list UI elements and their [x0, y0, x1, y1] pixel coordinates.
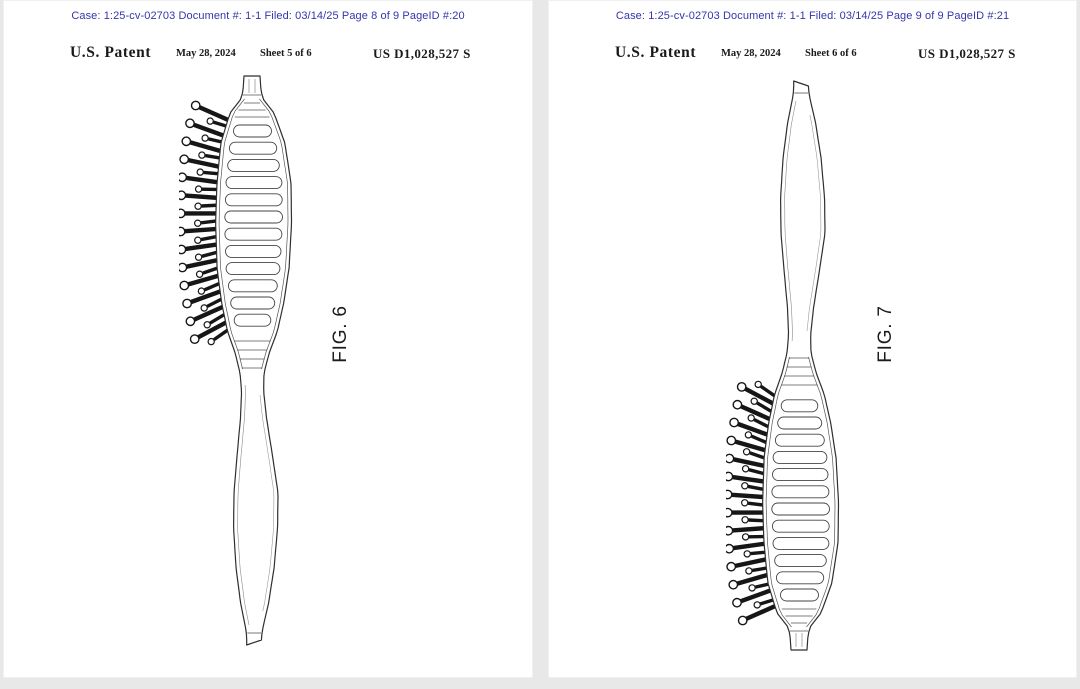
case-header: Case: 1:25-cv-02703 Document #: 1-1 Filed: 03/14/25 Page 8 of 9 PageID #:20: [71, 10, 465, 22]
patent-date: May 28, 2024: [176, 48, 236, 59]
patent-number: US D1,028,527 S: [373, 46, 471, 61]
patent-number: US D1,028,527 S: [918, 46, 1016, 61]
us-patent-label: U.S. Patent: [70, 44, 152, 61]
patent-page-sheet5: [3, 0, 533, 678]
fig6-hairbrush-drawing: [179, 73, 299, 653]
us-patent-label: U.S. Patent: [615, 44, 697, 61]
patent-header-row: [4, 1, 532, 71]
patent-header-row: [549, 1, 1076, 71]
figure-label-fig7: FIG. 7: [875, 305, 896, 363]
patent-page-sheet6: [548, 0, 1077, 678]
sheet-number: Sheet 6 of 6: [805, 48, 857, 59]
case-header: Case: 1:25-cv-02703 Document #: 1-1 Filed: 03/14/25 Page 9 of 9 PageID #:21: [615, 10, 1010, 22]
figure-label-fig6: FIG. 6: [330, 305, 351, 363]
sheet-number: Sheet 5 of 6: [260, 48, 312, 59]
patent-date: May 28, 2024: [721, 48, 781, 59]
fig7-hairbrush-drawing: [726, 73, 846, 653]
